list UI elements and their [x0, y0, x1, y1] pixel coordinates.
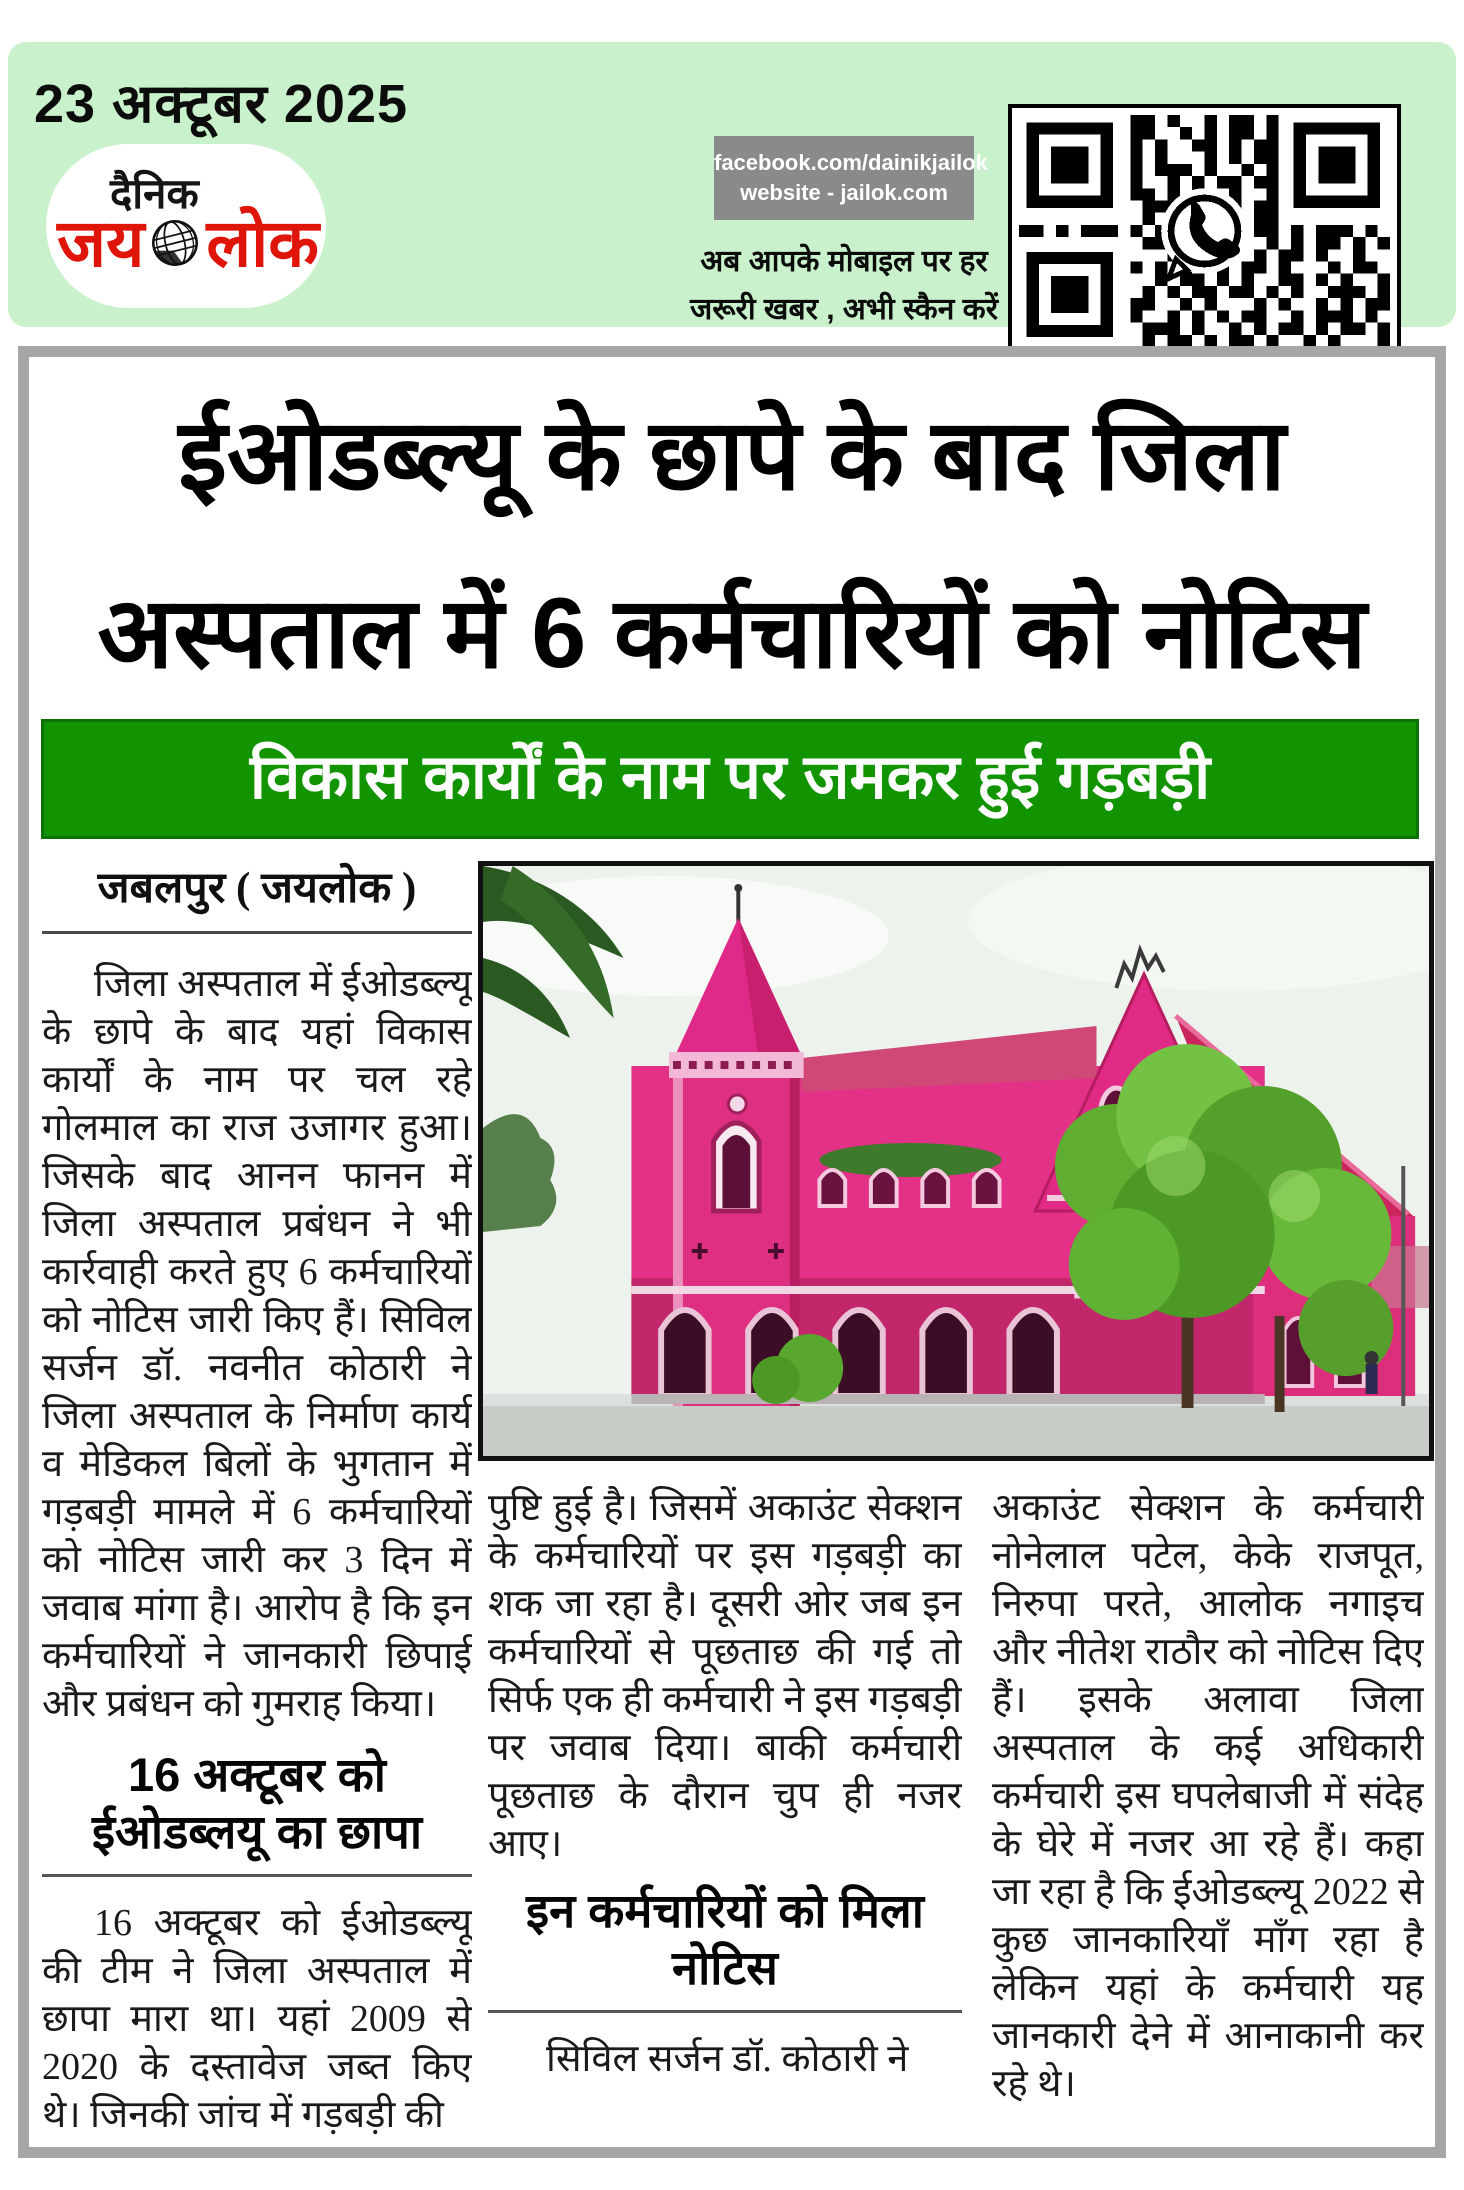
promo-line-1: अब आपके मोबाइल पर हर — [700, 245, 988, 278]
qr-code — [1008, 104, 1401, 358]
middle-paragraph-1: पुष्टि हुई है। जिसमें अकाउंट सेक्शन के कर्मचारियों पर इस गड़बड़ी का शक जा रहा है। दूसरी ओर जब इन कर्मचारियों से पूछताछ की गई तो सिर्फ एक ही कर्मचारी ने इस गड़बड़ी पर जवाब दिया। बाकी कर्मचारी पूछताछ के दौरान चुप ही नजर आए। — [488, 1487, 962, 1865]
column-middle — [488, 1484, 962, 2148]
website-url: website - jailok.com — [740, 180, 948, 205]
promo-line-2: जरूरी खबर , अभी स्कैन करें — [689, 293, 998, 326]
logo-word-jai: जय — [57, 206, 145, 280]
subheadline-bar: विकास कार्यों के नाम पर जमकर हुई गड़बड़ी — [41, 719, 1419, 839]
newspaper-logo — [46, 144, 326, 308]
masthead-banner — [8, 42, 1456, 327]
logo-word-lok: लोक — [206, 206, 319, 280]
facebook-url: facebook.com/dainikjailok — [714, 149, 988, 175]
globe-icon — [149, 217, 201, 269]
headline-line-2: अस्पताल में 6 कर्मचारियों को नोटिस — [97, 577, 1367, 688]
qr-finder-bottom-left — [1019, 237, 1130, 347]
qr-finder-top-left — [1019, 115, 1130, 225]
qr-finder-top-right — [1279, 115, 1390, 225]
logo-word-dainik: दैनिक — [110, 172, 199, 218]
column-left — [42, 856, 472, 2148]
scan-promo-text — [648, 238, 1040, 334]
left-subhead: 16 अक्टूबर को ईओडब्लयू का छापा — [42, 1746, 472, 1877]
column-right — [992, 1484, 1424, 2148]
middle-paragraph-2: सिविल सर्जन डॉ. कोठारी ने — [546, 2038, 909, 2080]
headline-line-1: ईओडब्ल्यू के छापे के बाद जिला — [178, 399, 1286, 510]
logo-main-row — [57, 206, 319, 280]
byline: जबलपुर ( जयलोक ) — [42, 856, 472, 934]
middle-subhead: इन कर्मचारियों को मिला नोटिस — [488, 1882, 962, 2013]
right-paragraph-1: अकाउंट सेक्शन के कर्मचारी नोनेलाल पटेल, केके राजपूत, निरुपा परते, आलोक नगाइच और नीतेश राठौर को नोटिस दिए हैं। इसके अलावा जिला अस्पताल के कई अधिकारी कर्मचारी इस घपलेबाजी में संदेह के घेरे में नजर आ रहे हैं। कहा जा रहा है कि ईओडब्ल्यू 2022 से कुछ जानकारियाँ माँग रहा है लेकिन यहां के कर्मचारी यह जानकारी देने में आनाकानी कर रहे थे। — [992, 1487, 1424, 2105]
issue-date: 23 अक्टूबर 2025 — [34, 74, 409, 134]
social-links-box — [714, 136, 988, 220]
building-illustration — [483, 866, 1429, 1456]
main-headline — [38, 366, 1426, 718]
left-paragraph-1: जिला अस्पताल में ईओडब्ल्यू के छापे के बाद यहां विकास कार्यों के नाम पर चल रहे गोलमाल का राज उजागर हुआ। जिसके बाद आनन फानन में जिला अस्पताल प्रबंधन ने भी कार्रवाही करते हुए 6 कर्मचारियों को नोटिस जारी किए हैं। सिविल सर्जन डॉ. नवनीत कोठारी ने जिला अस्पताल के निर्माण कार्य व मेडिकल बिलों के भुगतान में गड़बड़ी मामले में 6 कर्मचारियों को नोटिस जारी कर 3 दिन में जवाब मांगा है। आरोप है कि इन कर्मचारियों ने जानकारी छिपाई और प्रबंधन को गुमराह किया। — [42, 963, 472, 1725]
left-paragraph-2: 16 अक्टूबर को ईओडब्ल्यू की टीम ने जिला अस्पताल में छापा मारा था। यहां 2009 से 2020 के दस्तावेज जब्त किए थे। जिनकी जांच में गड़बड़ी की — [42, 1902, 472, 2136]
hospital-building-photo — [478, 861, 1434, 1461]
